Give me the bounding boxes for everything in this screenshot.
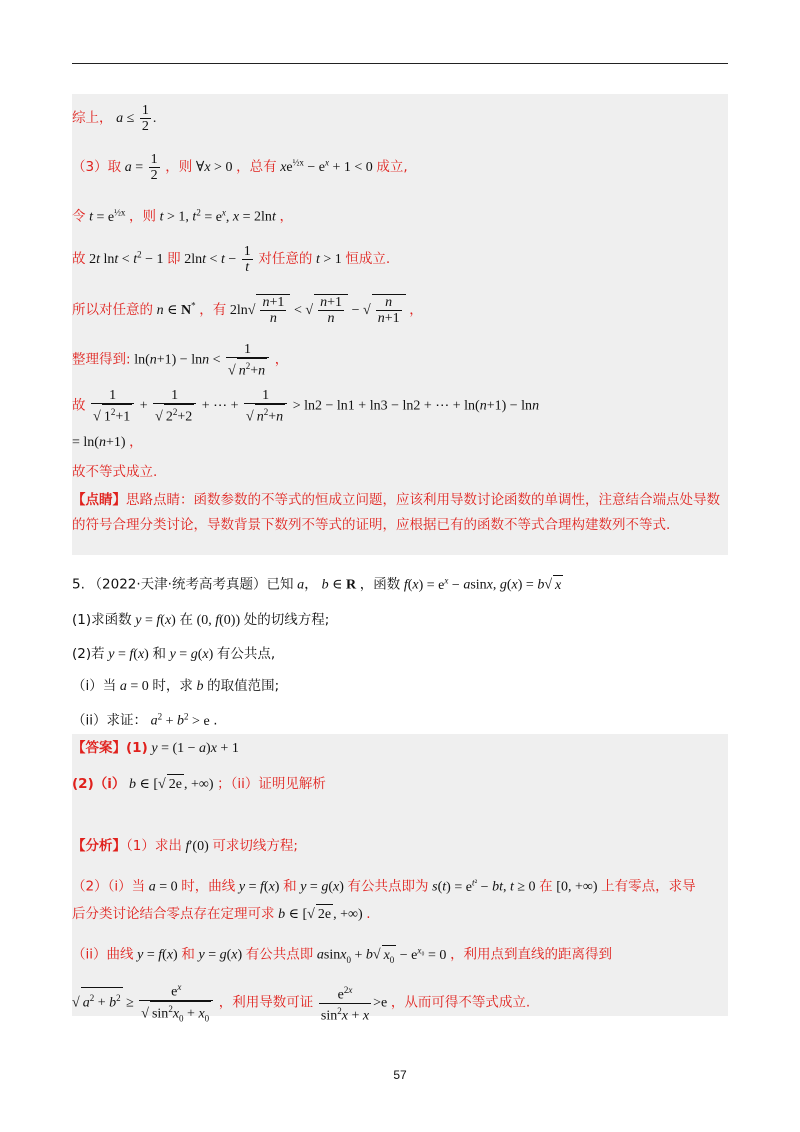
solution-line-sequence: 所以对任意的 n ∈ N* ，有 2ln√ $\frac{n+1}{n}$ < √ $\frac{n+1}{n}$ − √ $\frac{n}{n+1}$ ， xyxy=(72,295,423,326)
answer-line-2: (2)（i） b ∈ [√ 2e , +∞) ；（ii）证明见解析 xyxy=(72,774,326,795)
problem-5-stem: 5. （2022·天津·统考高考真题）已知 a， b ∈ R ，函数 $f(x) = e^x - asinx$, g(x) = b√ x xyxy=(72,570,563,596)
answer-line-1: 【答案】(1) y = (1 − a)x + 1 xyxy=(72,740,239,756)
page-number: 57 xyxy=(393,1068,407,1082)
solution-line-conclusion: 综上， a ≤ $\frac{1}{2}$ . xyxy=(72,103,157,134)
analysis-line-1: 【分析】（1）求出 f′(0) 可求切线方程; xyxy=(72,838,298,854)
analysis-line-3: 后分类讨论结合零点存在定理可求 b ∈ [√ 2e , +∞) . xyxy=(72,904,371,925)
header-rule xyxy=(72,63,728,64)
solution-line-substitution: 令 $t = e^{\frac{1}{2}x}$ ，则 t > 1, $t^2 = e^x$, x = 2lnt ， xyxy=(72,207,293,225)
analysis-line-2: （2）（i）当 a = 0 时，曲线 y = f(x) 和 y = g(x) 有公共点即为 $s(t) = e^{t^2}$ − bt, t ≥ 0 在 [0, +∞) 上有零点，求导 xyxy=(72,877,696,895)
solution-comment: 【点睛】思路点睛：函数参数的不等式的恒成立问题，应该利用导数讨论函数的单调性，注意结合端点处导数的符号合理分类讨论，导数背景下数列不等式的证明，应根据已有的函数不等式合理构建数列不等式. xyxy=(72,492,720,533)
solution-line-part3: （3）取 a = $\frac{1}{2}$ ，则 ∀x > 0 ，总有 $xe^{\frac{1}{2}x} - e^x + 1 < 0$ 成立, xyxy=(72,152,408,183)
solution-line-simplify: 整理得到: ln(n+1) − lnn < $\frac{1}{√ n^2+n}$ ， xyxy=(72,342,289,379)
solution-line-sum: 故 $\frac{1}{√ 1^2+1}$ + $\frac{1}{√ 2^2+2}$ + ⋯ + $\frac{1}{√ n^2+n}$ > ln2 − ln1 + ln3 − ln2 + ⋯ + ln(n+1) − lnn xyxy=(72,388,540,425)
analysis-line-5: √ $a^2 + b^2$ ≥ $\frac{e^x}{√ \sin^2x_0 + x_0}$ ，利用导数可证 $\frac{e^{2x}}{\sin^2x + x}$ >e ，从而可得不等式成立. xyxy=(72,980,530,1026)
problem-5-q2-i: （i）当 a = 0 时，求 b 的取值范围; xyxy=(72,678,280,694)
solution-line-result: = ln(n+1) ， xyxy=(72,434,143,450)
problem-5-q2: (2)若 y = f(x) 和 y = g(x) 有公共点, xyxy=(72,646,276,662)
problem-5-q2-ii: （ii）求证： $a^2 + b^2 > e$ . xyxy=(72,711,218,729)
analysis-line-4: （ii）曲线 y = f(x) 和 y = g(x) 有公共点即 asinx$_0$ + b√ $x_0 - e^{x_0} = 0$ ，利用点到直线的距离得到 xyxy=(72,940,612,969)
solution-line-inequality: 故 2t $\ln t < t^2 - 1$ 即 2lnt < t − $\frac{1}{t}$ 对任意的 t > 1 恒成立. xyxy=(72,244,391,275)
problem-5-q1: (1)求函数 y = f(x) 在 (0, f(0)) 处的切线方程; xyxy=(72,612,330,628)
fraction: $\frac{1}{2}$ xyxy=(141,103,149,134)
solution-line-final: 故不等式成立. xyxy=(72,464,158,480)
